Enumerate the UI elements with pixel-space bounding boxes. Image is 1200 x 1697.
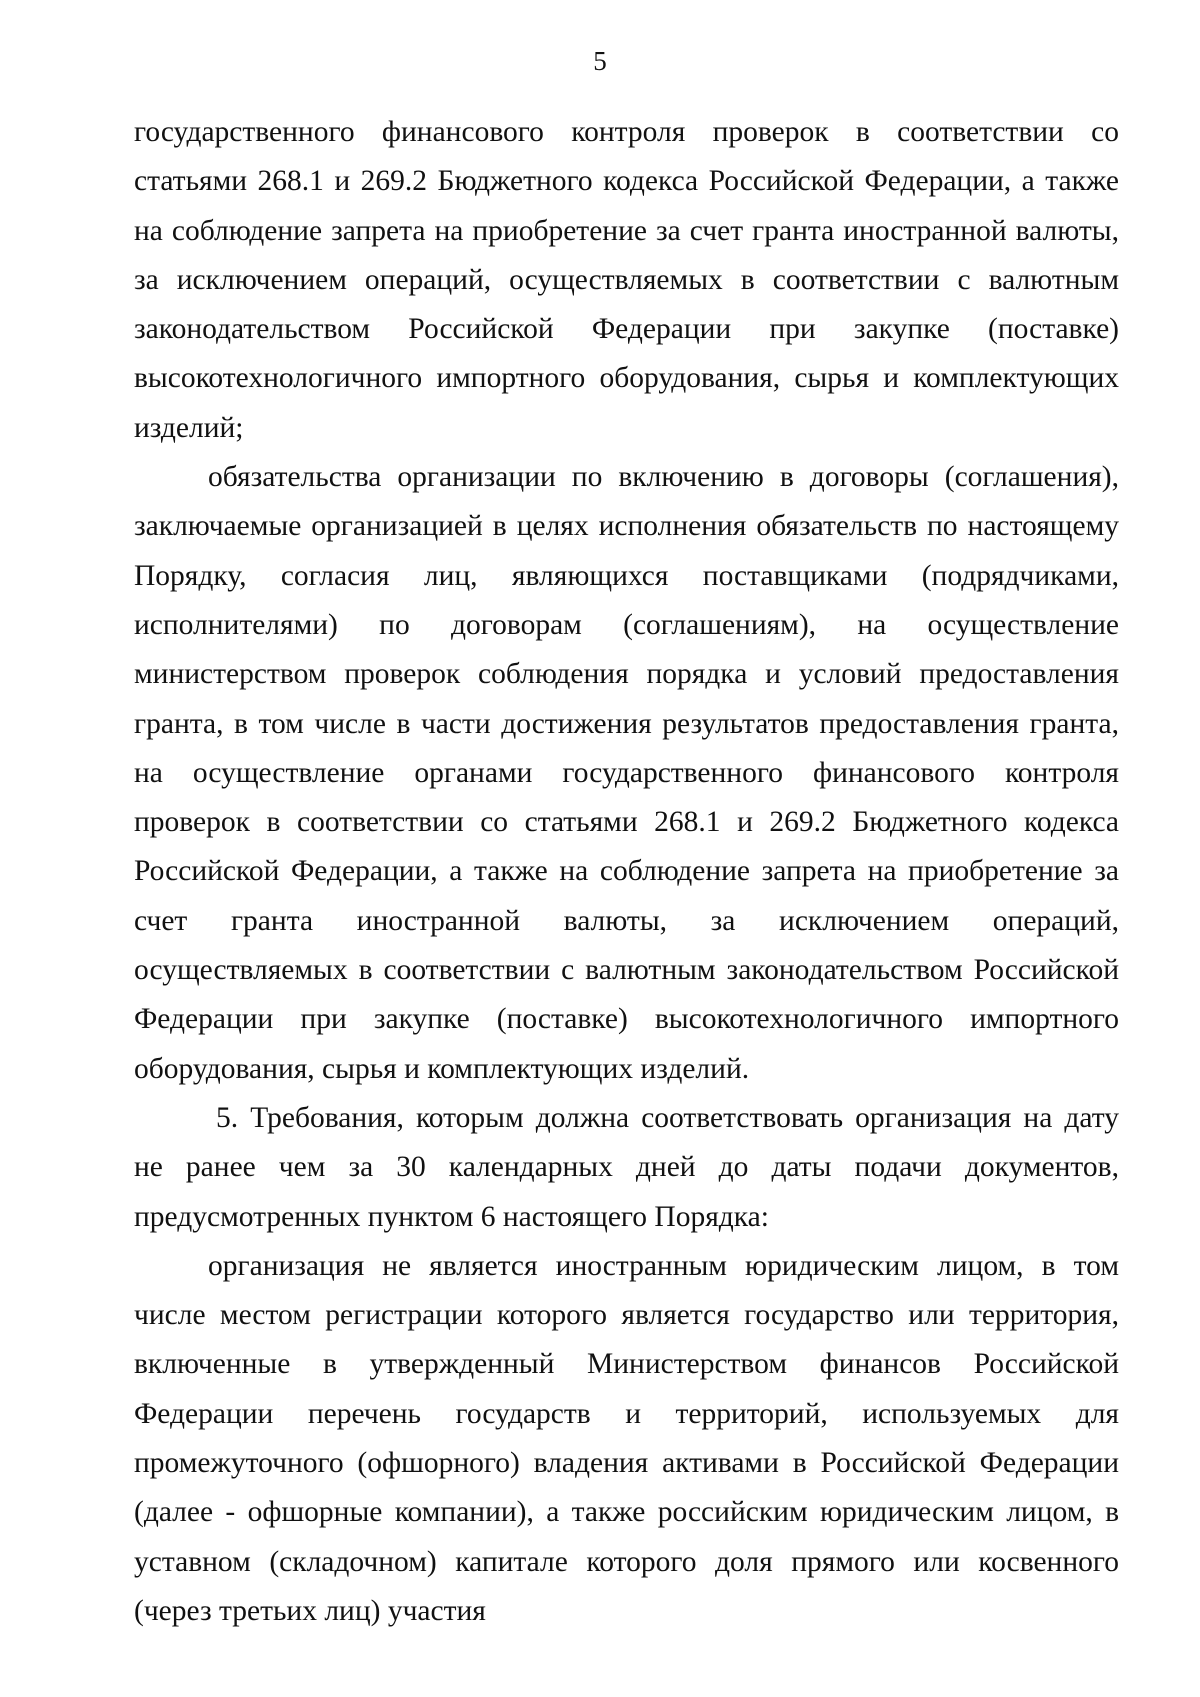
paragraph-not-foreign-entity: организация не является иностранным юридическим лицом, в том числе местом регистрации которого является государство или территория, включенные в утвержденный Министерством финансов Российской Федерации перечень государств и территорий, используемых для промежуточного (офшорного) владения активами в Российской Федерации (далее - офшорные компании), а также российским юридическим лицом, в уставном (складочном) капитале которого доля прямого или косвенного (через третьих лиц) участия [134, 1249, 1119, 1627]
paragraph-requirements-item-5: 5. Требования, которым должна соответствовать организация на дату не ранее чем за 30 календарных дней до даты подачи документов, предусмотренных пунктом 6 настоящего Порядка: [134, 1101, 1119, 1233]
paragraph-contractor-consent: обязательства организации по включению в договоры (соглашения), заключаемые организацией в целях исполнения обязательств по настоящему Порядку, согласия лиц, являющихся поставщиками (подрядчиками, исполнителями) по договорам (соглашениям), на осуществление министерством проверок соблюдения порядка и условий предоставления гранта, в том числе в части достижения результатов предоставления гранта, на осуществление органами государственного финансового контроля проверок в соответствии со статьями 268.1 и 269.2 Бюджетного кодекса Российской Федерации, а также на соблюдение запрета на приобретение за счет гранта иностранной валюты, за исключением операций, осуществляемых в соответствии с валютным законодательством Российской Федерации при закупке (поставке) высокотехнологичного импортного оборудования, сырья и комплектующих изделий. [134, 461, 1119, 1085]
document-body [134, 108, 1119, 1636]
page-number: 5 [593, 46, 607, 76]
paragraph-continuation: государственного финансового контроля проверок в соответствии со статьями 268.1 и 269.2 Бюджетного кодекса Российской Федерации, а также на соблюдение запрета на приобретение за счет гранта иностранной валюты, за исключением операций, осуществляемых в соответствии с валютным законодательством Российской Федерации при закупке (поставке) высокотехнологичного импортного оборудования, сырья и комплектующих изделий; [134, 116, 1119, 444]
